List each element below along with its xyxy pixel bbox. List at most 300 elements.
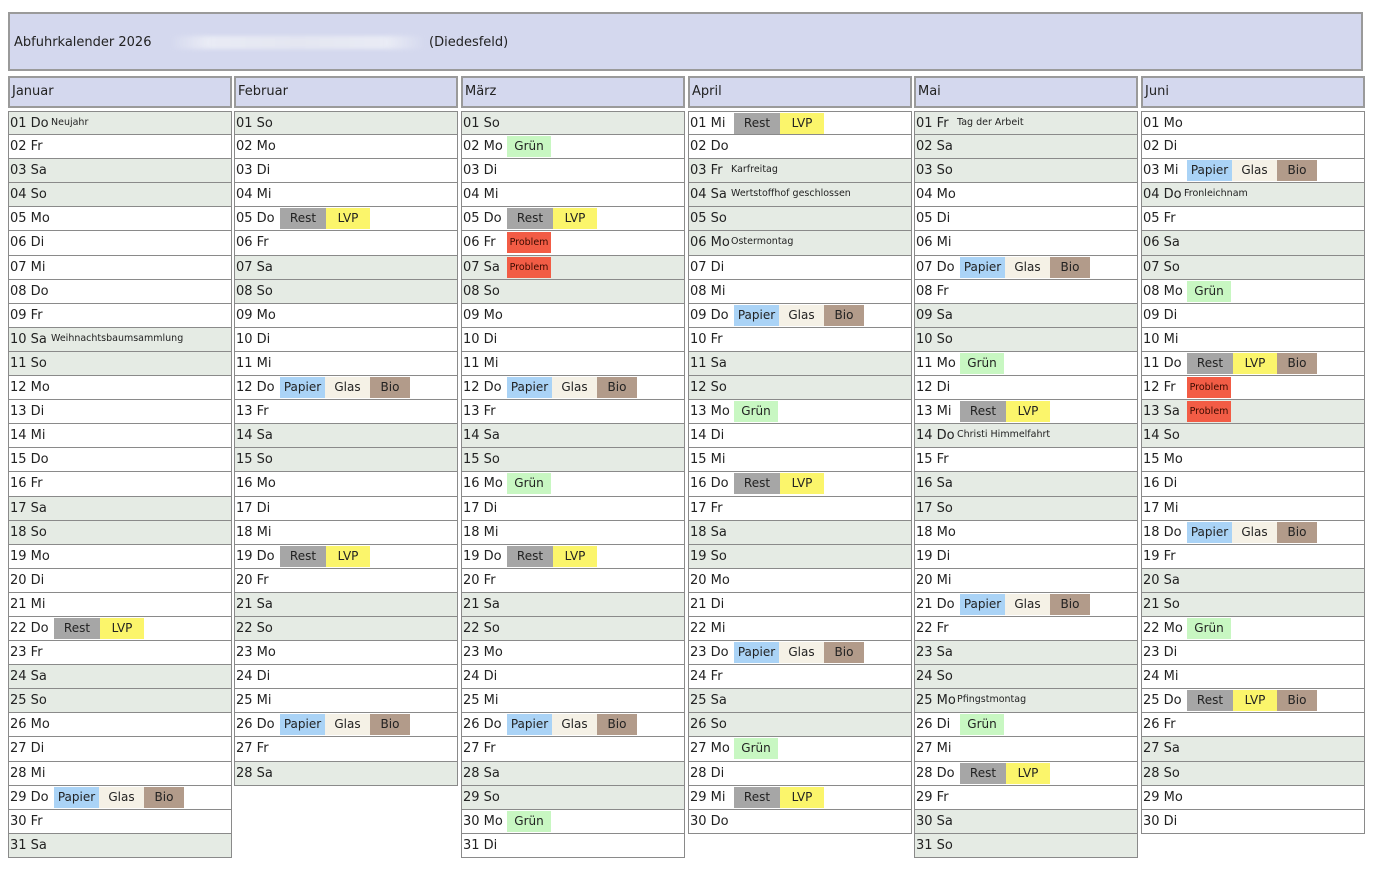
day-label: 07 Sa (236, 259, 273, 275)
badge-papier: Papier (1187, 160, 1232, 181)
day-label: 14 Di (690, 428, 725, 444)
day-label: 05 So (690, 211, 727, 227)
day-row (688, 521, 912, 545)
day-label: 12 Fr (1143, 380, 1176, 396)
day-label: 20 Mi (916, 572, 952, 588)
day-label: 25 Mi (236, 693, 272, 709)
day-label: 06 Di (10, 235, 45, 251)
day-row (688, 231, 912, 255)
day-label: 25 Sa (690, 693, 727, 709)
day-label: 10 Sa (10, 331, 47, 347)
day-row (461, 665, 685, 689)
pickup-badges (1187, 353, 1317, 374)
day-row (688, 737, 912, 761)
day-label: 07 Mi (10, 259, 46, 275)
badge-rest: Rest (734, 473, 780, 494)
day-row (1141, 400, 1365, 424)
day-row (688, 352, 912, 376)
day-row (914, 304, 1138, 328)
day-row (688, 689, 912, 713)
badge-rest: Rest (507, 208, 553, 229)
day-label: 05 Di (916, 211, 951, 227)
badge-papier: Papier (280, 377, 325, 398)
day-row (914, 472, 1138, 496)
day-label: 12 Do (463, 380, 502, 396)
day-label: 20 Di (10, 572, 45, 588)
day-row (234, 159, 458, 183)
badge-glas: Glas (325, 714, 370, 735)
holiday-note: Weihnachtsbaumsammlung (51, 332, 184, 344)
day-row (8, 737, 232, 761)
day-label: 25 Mi (463, 693, 499, 709)
day-row (8, 593, 232, 617)
badge-rest: Rest (1187, 690, 1233, 711)
month-column (234, 76, 458, 786)
pickup-badges (960, 594, 1090, 615)
day-row (461, 545, 685, 569)
badge-gruen: Grün (960, 353, 1004, 374)
day-label: 13 Di (10, 404, 45, 420)
day-label: 21 Do (916, 596, 955, 612)
badge-rest: Rest (280, 208, 326, 229)
day-label: 22 So (236, 620, 273, 636)
day-label: 17 So (916, 500, 953, 516)
day-row (461, 593, 685, 617)
day-label: 15 So (236, 452, 273, 468)
day-label: 04 Mi (463, 187, 499, 203)
day-row (234, 280, 458, 304)
day-row (1141, 762, 1365, 786)
pickup-badges (734, 738, 778, 759)
badge-rest: Rest (734, 113, 780, 134)
day-row (234, 400, 458, 424)
pickup-badges (507, 257, 551, 278)
day-label: 01 So (463, 116, 500, 131)
day-row (1141, 207, 1365, 231)
day-label: 02 Mo (463, 139, 503, 155)
day-row (461, 786, 685, 810)
day-row (914, 786, 1138, 810)
day-label: 04 So (10, 187, 47, 203)
day-row (914, 713, 1138, 737)
day-label: 14 Sa (236, 428, 273, 444)
month-header: April (688, 76, 912, 108)
day-label: 15 Mo (1143, 452, 1183, 468)
day-row (461, 111, 685, 135)
day-row (461, 231, 685, 255)
day-label: 13 Mi (916, 404, 952, 420)
day-row (914, 641, 1138, 665)
day-row (914, 737, 1138, 761)
day-label: 13 Mo (690, 404, 730, 420)
badge-bio: Bio (1050, 257, 1090, 278)
day-row (234, 521, 458, 545)
day-row (914, 545, 1138, 569)
day-label: 05 Do (236, 211, 275, 227)
day-row (234, 424, 458, 448)
day-label: 13 Sa (1143, 404, 1180, 420)
pickup-badges (54, 618, 144, 639)
day-label: 30 Sa (916, 813, 953, 829)
day-row (1141, 472, 1365, 496)
day-label: 06 Fr (236, 235, 269, 251)
day-label: 17 Sa (10, 500, 47, 516)
day-row (234, 617, 458, 641)
day-label: 02 Di (1143, 139, 1178, 155)
day-row (234, 256, 458, 280)
pickup-badges (960, 353, 1004, 374)
day-label: 07 Do (916, 259, 955, 275)
day-label: 24 So (916, 669, 953, 685)
day-row (914, 424, 1138, 448)
badge-bio: Bio (1277, 353, 1317, 374)
pickup-badges (734, 401, 778, 422)
day-label: 11 Mi (236, 355, 272, 371)
day-row (461, 376, 685, 400)
day-label: 01 Mi (690, 116, 726, 131)
day-label: 20 Sa (1143, 572, 1180, 588)
day-label: 25 Mo (916, 693, 956, 709)
day-label: 03 Di (236, 163, 271, 179)
day-label: 29 So (463, 789, 500, 805)
month-header: Juni (1141, 76, 1365, 108)
day-label: 25 Do (1143, 693, 1182, 709)
badge-papier: Papier (960, 594, 1005, 615)
badge-rest: Rest (960, 763, 1006, 784)
day-label: 26 Di (916, 717, 951, 733)
month-header: Mai (914, 76, 1138, 108)
day-row (234, 713, 458, 737)
calendar-header (8, 12, 1363, 71)
badge-glas: Glas (99, 787, 144, 808)
day-label: 16 Mo (236, 476, 276, 492)
day-label: 20 Fr (236, 572, 269, 588)
day-row (234, 665, 458, 689)
day-label: 27 Mi (916, 741, 952, 757)
badge-glas: Glas (779, 642, 824, 663)
day-row (914, 280, 1138, 304)
day-label: 05 Do (463, 211, 502, 227)
day-label: 21 Di (690, 596, 725, 612)
day-label: 29 Mi (690, 789, 726, 805)
day-label: 26 Fr (1143, 717, 1176, 733)
day-row (234, 231, 458, 255)
day-row (234, 641, 458, 665)
day-row (461, 713, 685, 737)
day-label: 25 So (10, 693, 47, 709)
day-label: 11 Mi (463, 355, 499, 371)
day-label: 21 Sa (463, 596, 500, 612)
day-row (8, 183, 232, 207)
day-row (688, 497, 912, 521)
day-row (234, 135, 458, 159)
day-label: 27 Mo (690, 741, 730, 757)
day-row (8, 352, 232, 376)
day-row (914, 376, 1138, 400)
day-row (688, 159, 912, 183)
day-row (461, 159, 685, 183)
day-label: 12 Do (236, 380, 275, 396)
day-row (914, 352, 1138, 376)
badge-bio: Bio (1050, 594, 1090, 615)
day-row (461, 448, 685, 472)
day-row (8, 135, 232, 159)
day-label: 22 Mo (1143, 620, 1183, 636)
day-label: 24 Sa (10, 669, 47, 685)
day-label: 31 Sa (10, 837, 47, 853)
badge-bio: Bio (1277, 690, 1317, 711)
day-row (1141, 448, 1365, 472)
day-label: 24 Di (463, 669, 498, 685)
day-row (8, 665, 232, 689)
day-row (914, 762, 1138, 786)
day-label: 26 So (690, 717, 727, 733)
day-label: 18 Mi (236, 524, 272, 540)
pickup-badges (507, 208, 597, 229)
day-label: 23 Mo (463, 645, 503, 661)
badge-problem: Problem (1187, 401, 1231, 422)
day-label: 08 So (463, 283, 500, 299)
day-row (461, 207, 685, 231)
pickup-badges (507, 136, 551, 157)
day-label: 05 Fr (1143, 211, 1176, 227)
day-label: 06 Mo (690, 235, 730, 251)
day-row (914, 328, 1138, 352)
day-label: 13 Fr (463, 404, 496, 420)
day-row (688, 256, 912, 280)
day-label: 16 Fr (10, 476, 43, 492)
badge-bio: Bio (597, 377, 637, 398)
day-label: 30 Di (1143, 813, 1178, 829)
day-row (234, 593, 458, 617)
day-row (461, 183, 685, 207)
pickup-badges (1187, 690, 1317, 711)
redacted-address (170, 36, 425, 49)
pickup-badges (1187, 401, 1231, 422)
day-label: 19 Do (463, 548, 502, 564)
day-label: 04 Sa (690, 187, 727, 203)
badge-glas: Glas (552, 377, 597, 398)
location-label: (Diedesfeld) (429, 35, 509, 50)
day-label: 04 Mo (916, 187, 956, 203)
day-row (688, 762, 912, 786)
badge-gruen: Grün (507, 136, 551, 157)
pickup-badges (960, 763, 1050, 784)
day-label: 28 So (1143, 765, 1180, 781)
day-row (234, 328, 458, 352)
day-row (8, 472, 232, 496)
day-label: 08 So (236, 283, 273, 299)
pickup-badges (1187, 377, 1231, 398)
badge-gruen: Grün (734, 401, 778, 422)
pickup-badges (280, 377, 410, 398)
day-row (234, 569, 458, 593)
day-row (8, 328, 232, 352)
pickup-badges (507, 473, 551, 494)
day-label: 10 Di (463, 331, 498, 347)
day-row (8, 424, 232, 448)
badge-problem: Problem (507, 257, 551, 278)
day-row (688, 111, 912, 135)
badge-rest: Rest (960, 401, 1006, 422)
day-label: 14 So (1143, 428, 1180, 444)
day-label: 28 Do (916, 765, 955, 781)
day-label: 30 Do (690, 813, 729, 829)
day-row (8, 304, 232, 328)
day-label: 03 Di (463, 163, 498, 179)
day-label: 29 Do (10, 789, 49, 805)
day-row (234, 737, 458, 761)
calendar-title: Abfuhrkalender 2026 (14, 35, 152, 50)
day-row (8, 810, 232, 834)
day-row (1141, 424, 1365, 448)
holiday-note: Tag der Arbeit (957, 117, 1024, 128)
month-column (1141, 76, 1365, 834)
day-row (1141, 569, 1365, 593)
day-row (8, 569, 232, 593)
day-label: 09 Mo (463, 307, 503, 323)
day-label: 28 Mi (10, 765, 46, 781)
day-label: 29 Fr (916, 789, 949, 805)
day-row (8, 376, 232, 400)
day-row (1141, 713, 1365, 737)
day-row (234, 448, 458, 472)
day-label: 18 So (10, 524, 47, 540)
day-label: 14 Mi (10, 428, 46, 444)
day-row (688, 617, 912, 641)
day-row (914, 111, 1138, 135)
day-label: 27 Fr (463, 741, 496, 757)
day-label: 23 Di (1143, 645, 1178, 661)
day-row (1141, 376, 1365, 400)
day-row (688, 280, 912, 304)
badge-bio: Bio (370, 377, 410, 398)
day-row (688, 328, 912, 352)
day-row (234, 376, 458, 400)
day-label: 22 Do (10, 620, 49, 636)
day-row (914, 256, 1138, 280)
day-row (914, 231, 1138, 255)
day-label: 08 Mo (1143, 283, 1183, 299)
badge-lvp: LVP (1233, 353, 1277, 374)
day-label: 08 Mi (690, 283, 726, 299)
day-row (461, 424, 685, 448)
day-row (914, 135, 1138, 159)
badge-papier: Papier (1187, 522, 1232, 543)
badge-lvp: LVP (1006, 763, 1050, 784)
day-row (234, 183, 458, 207)
day-row (8, 521, 232, 545)
day-row (8, 834, 232, 858)
day-label: 12 Di (916, 380, 951, 396)
badge-papier: Papier (54, 787, 99, 808)
badge-glas: Glas (1232, 522, 1277, 543)
pickup-badges (1187, 281, 1231, 302)
day-row (461, 641, 685, 665)
holiday-note: Wertstoffhof geschlossen (731, 188, 851, 200)
day-row (461, 497, 685, 521)
day-label: 15 So (463, 452, 500, 468)
day-label: 27 Sa (1143, 741, 1180, 757)
pickup-badges (507, 232, 551, 253)
day-row (914, 448, 1138, 472)
day-label: 02 Do (690, 139, 729, 155)
day-row (461, 737, 685, 761)
day-row (8, 448, 232, 472)
badge-lvp: LVP (780, 787, 824, 808)
day-row (8, 641, 232, 665)
day-label: 16 Mo (463, 476, 503, 492)
badge-glas: Glas (779, 305, 824, 326)
day-row (461, 689, 685, 713)
pickup-badges (960, 401, 1050, 422)
day-row (688, 304, 912, 328)
day-label: 13 Fr (236, 404, 269, 420)
day-label: 16 Do (690, 476, 729, 492)
badge-problem: Problem (1187, 377, 1231, 398)
day-label: 09 Fr (10, 307, 43, 323)
day-label: 23 Mo (236, 645, 276, 661)
day-row (1141, 304, 1365, 328)
day-row (8, 617, 232, 641)
day-label: 24 Mi (1143, 669, 1179, 685)
day-row (914, 207, 1138, 231)
badge-gruen: Grün (734, 738, 778, 759)
pickup-badges (280, 208, 370, 229)
day-label: 27 Fr (236, 741, 269, 757)
badge-bio: Bio (1277, 522, 1317, 543)
day-row (1141, 231, 1365, 255)
day-label: 24 Fr (690, 669, 723, 685)
day-row (688, 400, 912, 424)
badge-rest: Rest (507, 546, 553, 567)
day-label: 08 Fr (916, 283, 949, 299)
day-row (688, 545, 912, 569)
day-row (234, 207, 458, 231)
day-label: 19 Fr (1143, 548, 1176, 564)
badge-papier: Papier (734, 305, 779, 326)
day-label: 26 Do (236, 717, 275, 733)
day-label: 07 So (1143, 259, 1180, 275)
day-row (461, 569, 685, 593)
day-label: 02 Sa (916, 139, 953, 155)
day-row (8, 689, 232, 713)
day-row (1141, 280, 1365, 304)
day-row (688, 135, 912, 159)
day-row (461, 472, 685, 496)
holiday-note: Karfreitag (731, 164, 778, 176)
badge-rest: Rest (1187, 353, 1233, 374)
holiday-note: Ostermontag (731, 236, 794, 248)
day-row (1141, 328, 1365, 352)
day-row (461, 521, 685, 545)
day-row (688, 810, 912, 834)
day-label: 21 Sa (236, 596, 273, 612)
day-label: 28 Sa (463, 765, 500, 781)
badge-rest: Rest (734, 787, 780, 808)
pickup-badges (507, 714, 637, 735)
day-label: 08 Do (10, 283, 49, 299)
day-row (914, 689, 1138, 713)
day-row (1141, 256, 1365, 280)
day-label: 03 Mi (1143, 163, 1179, 179)
pickup-badges (54, 787, 184, 808)
day-label: 04 Mi (236, 187, 272, 203)
day-row (914, 400, 1138, 424)
badge-lvp: LVP (553, 208, 597, 229)
day-label: 12 Mo (10, 380, 50, 396)
day-label: 04 Do (1143, 187, 1182, 203)
